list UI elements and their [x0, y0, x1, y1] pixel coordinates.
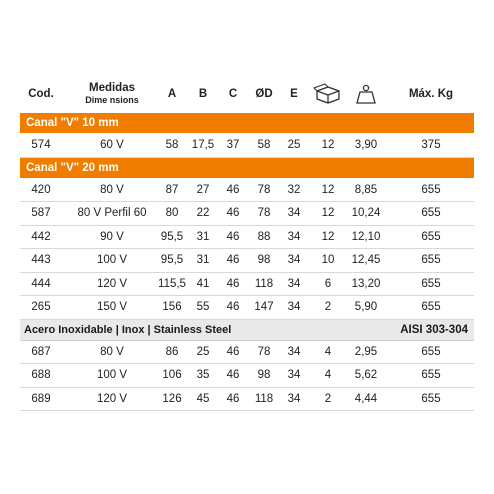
cell-max-kg: 655 [421, 301, 441, 314]
cell-a: 126 [162, 392, 182, 405]
cell-cod: 420 [31, 183, 51, 196]
cell-max-kg: 655 [421, 392, 441, 405]
cell-box-qty: 4 [324, 345, 332, 358]
section-material-spec: AISI 303-304 [400, 323, 468, 336]
cell-medidas: 80 V [100, 183, 124, 196]
cell-e: 34 [287, 230, 301, 243]
cell-cod: 587 [31, 207, 51, 220]
cell-max-kg: 655 [421, 254, 441, 267]
cell-b: 45 [196, 392, 210, 405]
cell-cod: 689 [31, 392, 51, 405]
cell-b: 31 [196, 254, 210, 267]
cell-a: 156 [162, 301, 182, 314]
section-header [20, 113, 474, 134]
cell-e: 34 [287, 254, 301, 267]
cell-od: 118 [254, 277, 274, 290]
cell-box-qty: 2 [324, 301, 332, 314]
cell-weight: 8,85 [354, 183, 378, 196]
cell-b: 25 [196, 345, 210, 358]
cell-od: 98 [257, 254, 271, 267]
cell-e: 34 [287, 301, 301, 314]
table-row [20, 226, 474, 250]
cell-box-qty: 6 [324, 277, 332, 290]
cell-c: 46 [226, 369, 240, 382]
table-row [20, 249, 474, 273]
cell-e: 32 [287, 183, 301, 196]
section-title: Canal "V" 10 mm [26, 117, 119, 129]
cell-od: 58 [257, 139, 271, 152]
cell-c: 46 [226, 230, 240, 243]
cell-a: 80 [165, 207, 179, 220]
cell-max-kg: 655 [421, 369, 441, 382]
cell-cod: 688 [31, 369, 51, 382]
cell-c: 37 [226, 139, 240, 152]
table-row [20, 296, 474, 320]
cell-medidas: 80 V [100, 345, 124, 358]
cell-c: 46 [226, 254, 240, 267]
cell-c: 46 [226, 207, 240, 220]
section-title: Acero Inoxidable | Inox | Stainless Steel [24, 323, 232, 336]
cell-od: 118 [254, 392, 274, 405]
cell-box-qty: 10 [321, 254, 335, 267]
cell-weight: 5,90 [354, 301, 378, 314]
product-table [20, 78, 474, 411]
table-row [20, 134, 474, 158]
cell-e: 25 [287, 139, 301, 152]
header-b: B [198, 88, 208, 100]
header-cod: Cod. [28, 88, 54, 100]
cell-e: 34 [287, 207, 301, 220]
cell-od: 78 [257, 183, 271, 196]
section-header [20, 158, 474, 179]
table-header-row [20, 78, 474, 110]
cell-cod: 442 [31, 230, 51, 243]
header-medidas-label: Medidas [88, 82, 135, 94]
cell-e: 34 [287, 369, 301, 382]
cell-b: 22 [196, 207, 210, 220]
cell-cod: 687 [31, 345, 51, 358]
cell-max-kg: 655 [421, 345, 441, 358]
cell-e: 34 [287, 277, 301, 290]
cell-box-qty: 12 [321, 183, 335, 196]
cell-od: 88 [257, 230, 271, 243]
cell-max-kg: 655 [421, 277, 441, 290]
table-row [20, 273, 474, 297]
cell-a: 58 [165, 139, 179, 152]
table-row [20, 179, 474, 203]
cell-a: 95,5 [160, 254, 184, 267]
cell-a: 95,5 [160, 230, 184, 243]
cell-b: 55 [196, 301, 210, 314]
cell-a: 86 [165, 345, 179, 358]
cell-a: 87 [165, 183, 179, 196]
cell-medidas: 120 V [96, 277, 128, 290]
cell-c: 46 [226, 392, 240, 405]
cell-b: 41 [196, 277, 210, 290]
cell-weight: 13,20 [351, 277, 381, 290]
cell-cod: 265 [31, 301, 51, 314]
cell-max-kg: 655 [421, 230, 441, 243]
cell-od: 78 [257, 345, 271, 358]
header-c: C [228, 88, 238, 100]
cell-weight: 2,95 [354, 345, 378, 358]
cell-c: 46 [226, 345, 240, 358]
cell-cod: 443 [31, 254, 51, 267]
cell-cod: 574 [31, 139, 51, 152]
cell-weight: 10,24 [351, 207, 381, 220]
table-row [20, 388, 474, 412]
cell-c: 46 [226, 277, 240, 290]
cell-weight: 5,62 [354, 369, 378, 382]
cell-box-qty: 12 [321, 207, 335, 220]
cell-e: 34 [287, 345, 301, 358]
header-max-kg: Máx. Kg [408, 88, 454, 100]
cell-medidas: 100 V [96, 369, 128, 382]
cell-medidas: 90 V [100, 230, 124, 243]
cell-a: 115,5 [158, 277, 186, 290]
cell-weight: 12,45 [351, 254, 381, 267]
weight-icon [346, 78, 386, 110]
cell-medidas: 80 V Perfil 60 [77, 207, 147, 220]
cell-medidas: 60 V [100, 139, 124, 152]
cell-a: 106 [162, 369, 182, 382]
cell-od: 98 [257, 369, 271, 382]
cell-max-kg: 655 [421, 183, 441, 196]
cell-box-qty: 2 [324, 392, 332, 405]
cell-medidas: 150 V [96, 301, 128, 314]
table-row [20, 341, 474, 365]
cell-max-kg: 655 [421, 207, 441, 220]
cell-weight: 3,90 [354, 139, 378, 152]
cell-box-qty: 12 [321, 139, 335, 152]
section-header [20, 320, 474, 341]
header-medidas [68, 78, 156, 110]
header-a: A [167, 88, 177, 100]
cell-b: 27 [196, 183, 210, 196]
cell-cod: 444 [31, 277, 51, 290]
table-row [20, 364, 474, 388]
cell-b: 31 [196, 230, 210, 243]
cell-od: 147 [254, 301, 274, 314]
header-od: ØD [255, 88, 273, 100]
cell-weight: 4,44 [354, 392, 378, 405]
cell-c: 46 [226, 183, 240, 196]
table-body [20, 113, 474, 411]
table-row [20, 202, 474, 226]
header-e: E [290, 88, 298, 100]
header-medidas-sublabel: Dime nsions [85, 95, 139, 105]
cell-box-qty: 12 [321, 230, 335, 243]
section-title: Canal "V" 20 mm [26, 161, 119, 174]
cell-medidas: 100 V [96, 254, 128, 267]
cell-od: 78 [257, 207, 271, 220]
cell-box-qty: 4 [324, 369, 332, 382]
cell-b: 17,5 [191, 139, 215, 152]
cell-weight: 12,10 [351, 230, 381, 243]
cell-c: 46 [226, 301, 240, 314]
cell-medidas: 120 V [96, 392, 128, 405]
cell-e: 34 [287, 392, 301, 405]
cell-max-kg: 375 [421, 139, 441, 152]
cell-b: 35 [196, 369, 210, 382]
box-icon [310, 78, 346, 110]
